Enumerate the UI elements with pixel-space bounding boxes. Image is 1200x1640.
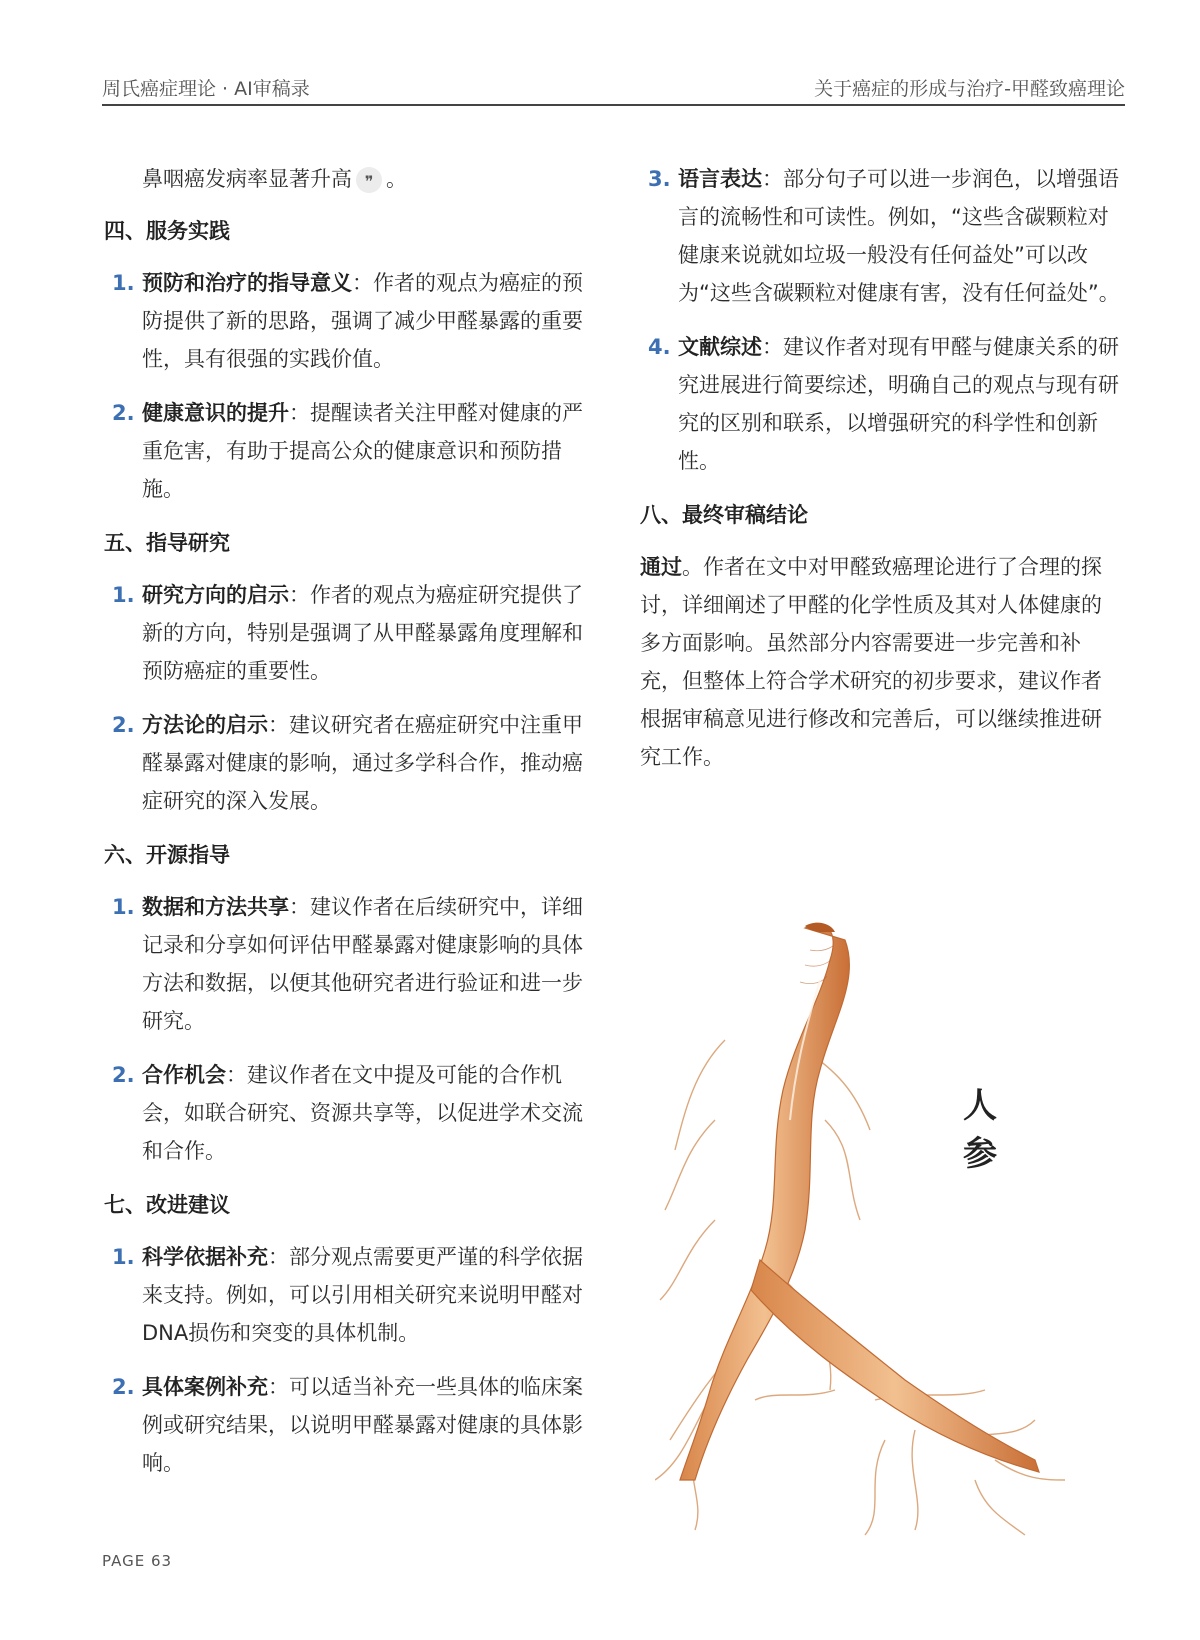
conclusion-paragraph xyxy=(640,548,1120,776)
caption-char-2: 参 xyxy=(963,1134,997,1174)
list-item-text: ：部分观点需要更严谨的科学依据来支持。例如，可以引用相关研究来说明甲醛对DNA损伤和突变的具体机制。 xyxy=(142,1245,583,1345)
list-item-lead: 研究方向的启示 xyxy=(142,583,289,607)
list-number: 1. xyxy=(112,271,135,295)
list-item-text: ：作者的观点为癌症研究提供了新的方向，特别是强调了从甲醛暴露角度理解和预防癌症的重要性。 xyxy=(142,583,583,683)
list-item-lead: 预防和治疗的指导意义 xyxy=(142,271,352,295)
continuation-paragraph xyxy=(104,160,594,198)
list-item-text: ：建议作者对现有甲醛与健康关系的研究进展进行简要综述，明确自己的观点与现有研究的区别和联系，以增强研究的科学性和创新性。 xyxy=(678,335,1119,473)
list-number: 2. xyxy=(112,1375,135,1399)
list-number: 1. xyxy=(112,1245,135,1269)
conclusion-verdict: 通过 xyxy=(640,555,682,579)
list-number: 1. xyxy=(112,895,135,919)
list-number: 2. xyxy=(112,1063,135,1087)
list-item xyxy=(104,888,594,1040)
section-heading: 六、开源指导 xyxy=(104,843,230,867)
list-item-text: ：建议作者在后续研究中，详细记录和分享如何评估甲醛暴露对健康影响的具体方法和数据，以便其他研究者进行验证和进一步研究。 xyxy=(142,895,583,1033)
list-item xyxy=(104,576,594,690)
section-heading: 五、指导研究 xyxy=(104,531,230,555)
section-heading: 四、服务实践 xyxy=(104,219,230,243)
illustration-caption xyxy=(960,1082,1000,1178)
list-item xyxy=(104,1238,594,1352)
section-heading: 八、最终审稿结论 xyxy=(640,503,808,527)
continuation-end: 。 xyxy=(386,167,407,191)
list-number: 2. xyxy=(112,401,135,425)
header-divider xyxy=(102,104,1125,106)
page-number: PAGE 63 xyxy=(102,1552,173,1570)
list-item-text: ：建议研究者在癌症研究中注重甲醛暴露对健康的影响，通过多学科合作，推动癌症研究的深入发展。 xyxy=(142,713,583,813)
conclusion-text: 。作者在文中对甲醛致癌理论进行了合理的探讨，详细阐述了甲醛的化学性质及其对人体健康的多方面影响。虽然部分内容需要进一步完善和补充，但整体上符合学术研究的初步要求，建议作者根据审稿意见进行修改和完善后，可以继续推进研究工作。 xyxy=(640,555,1102,769)
list-item-lead: 健康意识的提升 xyxy=(142,401,289,425)
list-number: 1. xyxy=(112,583,135,607)
right-column xyxy=(640,160,1120,790)
caption-char-1: 人 xyxy=(963,1086,997,1126)
list-item xyxy=(640,328,1120,480)
section-heading: 七、改进建议 xyxy=(104,1193,230,1217)
list-item-lead: 合作机会 xyxy=(142,1063,226,1087)
continuation-text: 鼻咽癌发病率显著升高 xyxy=(142,167,352,191)
list-item xyxy=(104,1368,594,1482)
list-item-text: ：可以适当补充一些具体的临床案例或研究结果，以说明甲醛暴露对健康的具体影响。 xyxy=(142,1375,583,1475)
header-right-title: 关于癌症的形成与治疗-甲醛致癌理论 xyxy=(814,78,1125,100)
list-number: 2. xyxy=(112,713,135,737)
list-item-text: ：部分句子可以进一步润色，以增强语言的流畅性和可读性。例如，“这些含碳颗粒对健康来说就如垃圾一般没有任何益处”可以改为“这些含碳颗粒对健康有害，没有任何益处”。 xyxy=(678,167,1120,305)
list-item-lead: 数据和方法共享 xyxy=(142,895,289,919)
list-item-lead: 方法论的启示 xyxy=(142,713,268,737)
list-item-text: ：作者的观点为癌症的预防提供了新的思路，强调了减少甲醛暴露的重要性，具有很强的实践价值。 xyxy=(142,271,583,371)
left-column xyxy=(104,160,594,1498)
list-item-text: ：提醒读者关注甲醛对健康的严重危害，有助于提高公众的健康意识和预防措施。 xyxy=(142,401,583,501)
list-number: 3. xyxy=(648,167,671,191)
citation-quote-icon[interactable]: ❞ xyxy=(356,167,382,193)
list-item xyxy=(104,264,594,378)
list-item xyxy=(640,160,1120,312)
list-item-lead: 科学依据补充 xyxy=(142,1245,268,1269)
list-item-lead: 具体案例补充 xyxy=(142,1375,268,1399)
list-number: 4. xyxy=(648,335,671,359)
list-item-text: ：建议作者在文中提及可能的合作机会，如联合研究、资源共享等，以促进学术交流和合作。 xyxy=(142,1063,583,1163)
list-item xyxy=(104,1056,594,1170)
list-item xyxy=(104,706,594,820)
header-left-title: 周氏癌症理论 · AI审稿录 xyxy=(102,78,310,100)
ginseng-illustration xyxy=(655,920,1075,1540)
list-item xyxy=(104,394,594,508)
list-item-lead: 语言表达 xyxy=(678,167,762,191)
list-item-lead: 文献综述 xyxy=(678,335,762,359)
